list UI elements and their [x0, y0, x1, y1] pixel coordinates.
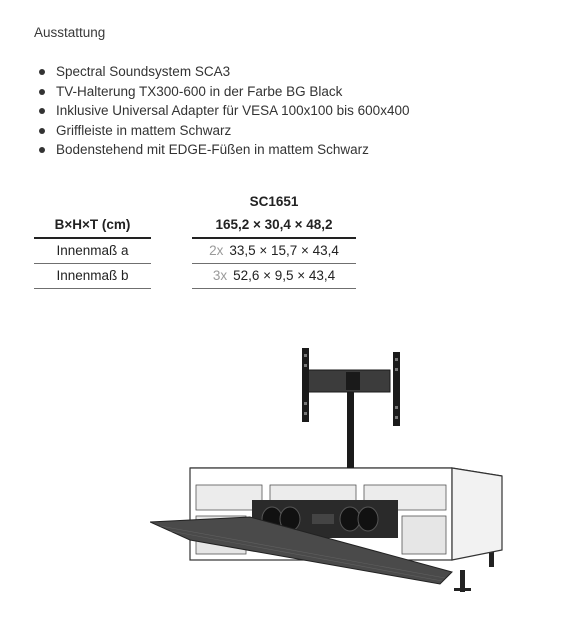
model-values-column: [192, 191, 356, 289]
feature-text: TV-Halterung TX300-600 in der Farbe BG Black: [56, 83, 343, 99]
inner-b-value: 52,6 × 9,5 × 43,4: [233, 268, 336, 283]
dimensions-header-label: B×H×T (cm): [34, 213, 151, 239]
bullet-icon: [39, 108, 45, 114]
feature-text: Griffleiste in mattem Schwarz: [56, 122, 232, 138]
inner-a-value: 33,5 × 15,7 × 43,4: [229, 243, 339, 258]
tv-mount-arm-left: [302, 348, 309, 422]
feature-text: Inklusive Universal Adapter für VESA 100x100 bis 600x400: [56, 103, 410, 118]
feature-item: [38, 82, 409, 102]
inner-b-value-cell: [192, 264, 356, 289]
dimensions-value: 165,2 × 30,4 × 48,2: [192, 213, 356, 239]
inner-a-count: 2x: [209, 243, 224, 258]
inner-a-value-cell: [192, 239, 356, 264]
inner-b-label: Innenmaß b: [34, 264, 151, 289]
bullet-icon: [39, 69, 45, 75]
bullet-icon: [39, 147, 45, 153]
section-heading: Ausstattung: [34, 25, 106, 40]
model-name: SC1651: [249, 194, 299, 209]
bullet-icon: [39, 128, 45, 134]
feature-item: [38, 62, 409, 82]
feature-text: Bodenstehend mit EDGE-Füßen in mattem Schwarz: [56, 142, 369, 157]
inner-b-count: 3x: [212, 268, 228, 283]
bullet-icon: [39, 89, 45, 95]
feature-item: [38, 101, 409, 121]
feature-item: [38, 121, 409, 141]
feature-text: Spectral Soundsystem SCA3: [56, 64, 231, 79]
inner-a-label: Innenmaß a: [34, 239, 151, 264]
feature-list: [38, 62, 409, 160]
tv-stand-illustration: [150, 342, 530, 592]
dimension-labels-column: [34, 213, 151, 289]
cabinet-side: [452, 468, 502, 560]
tv-mount-arm-right: [393, 352, 400, 426]
feature-item: [38, 140, 409, 160]
